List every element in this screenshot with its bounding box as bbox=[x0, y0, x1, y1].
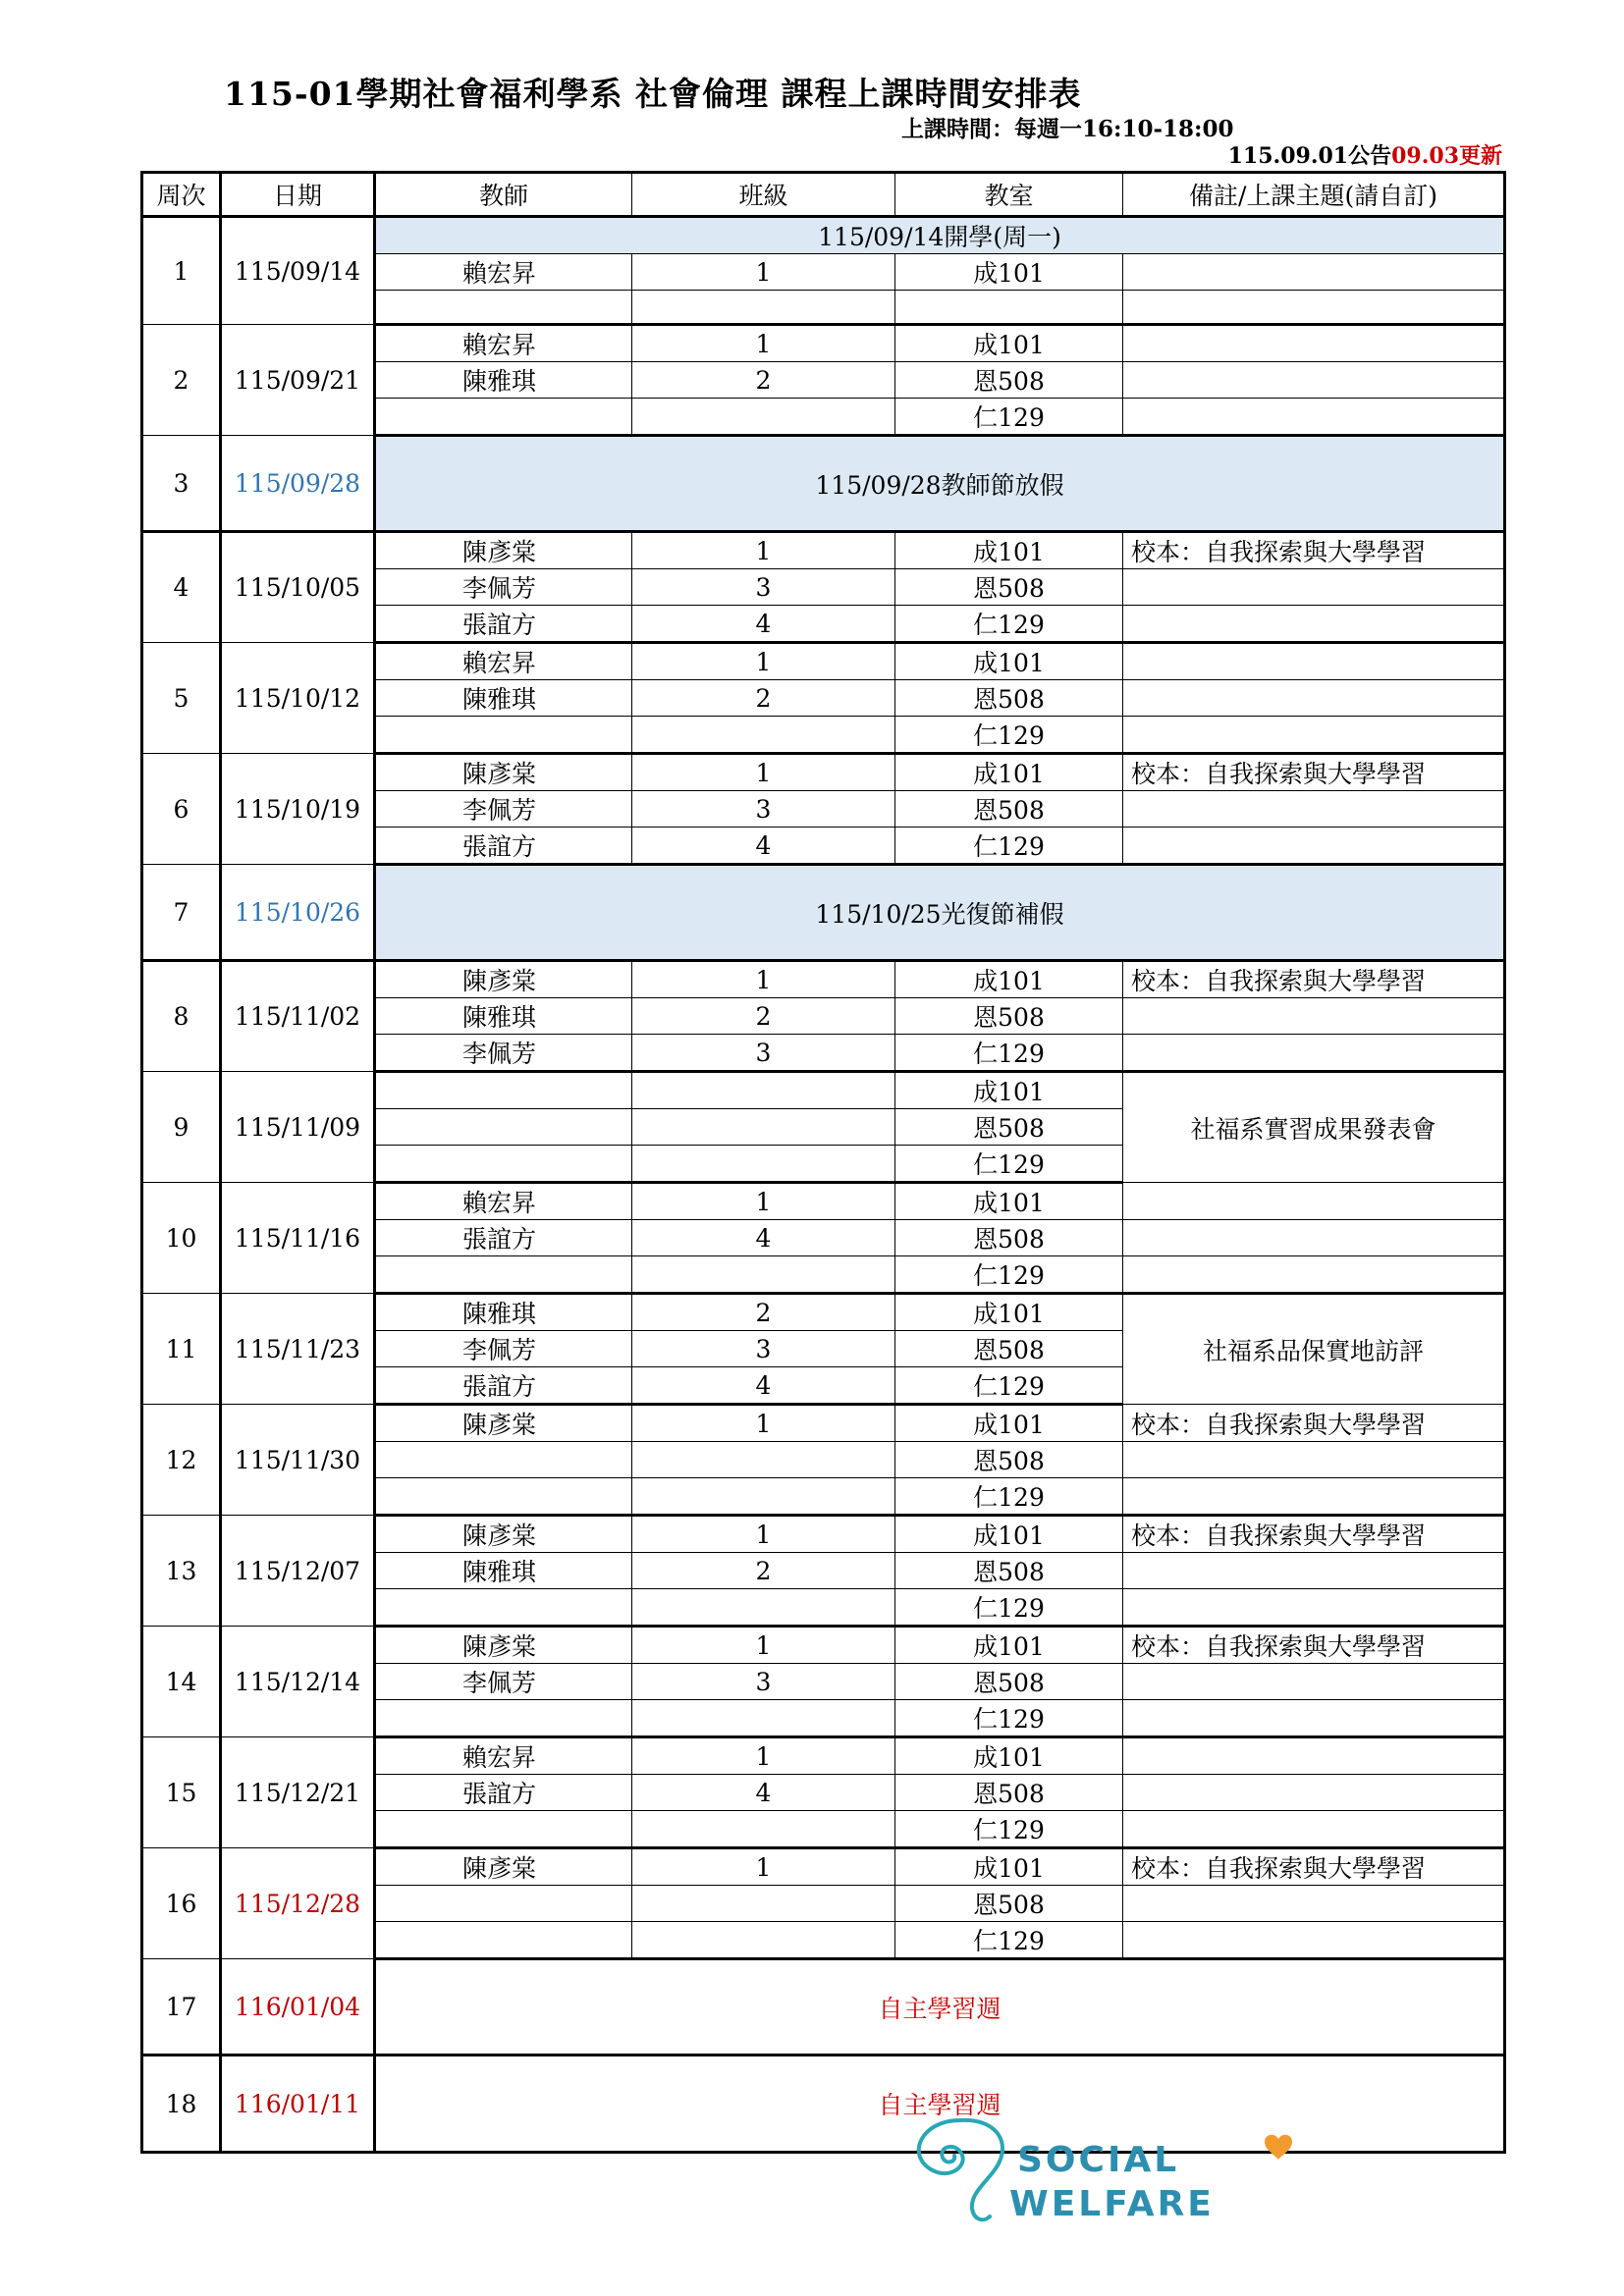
teacher-name: 張誼方 bbox=[375, 606, 632, 643]
topic-note bbox=[1123, 1442, 1505, 1478]
class-number: 1 bbox=[632, 1405, 895, 1442]
topic-note bbox=[1123, 1256, 1505, 1294]
classroom: 恩508 bbox=[895, 569, 1123, 606]
classroom: 仁129 bbox=[895, 828, 1123, 865]
classroom: 成101 bbox=[895, 1848, 1123, 1886]
classroom: 成101 bbox=[895, 1737, 1123, 1775]
class-number: 2 bbox=[632, 1553, 895, 1589]
week-date: 115/12/14 bbox=[221, 1627, 375, 1737]
topic-note bbox=[1123, 254, 1505, 291]
week-date: 116/01/04 bbox=[221, 1959, 375, 2056]
classroom: 仁129 bbox=[895, 399, 1123, 436]
logo-text-welfare: WELFARE bbox=[1009, 2184, 1215, 2224]
classroom: 恩508 bbox=[895, 680, 1123, 717]
topic-note: 校本：自我探索與大學學習 bbox=[1123, 1627, 1505, 1664]
topic-note bbox=[1123, 828, 1505, 865]
header-class: 班級 bbox=[632, 173, 895, 217]
classroom: 仁129 bbox=[895, 1146, 1123, 1183]
table-row bbox=[142, 436, 1505, 532]
teacher-name: 賴宏昇 bbox=[375, 254, 632, 291]
class-number bbox=[632, 1478, 895, 1516]
teacher-name: 賴宏昇 bbox=[375, 325, 632, 362]
classroom: 仁129 bbox=[895, 1922, 1123, 1959]
classroom: 仁129 bbox=[895, 1256, 1123, 1294]
table-row bbox=[142, 325, 1505, 362]
notice-line bbox=[1228, 139, 1502, 170]
week-date: 115/10/19 bbox=[221, 754, 375, 865]
teacher-name bbox=[375, 1589, 632, 1627]
class-number: 2 bbox=[632, 680, 895, 717]
topic-note bbox=[1123, 291, 1505, 325]
teacher-name bbox=[375, 1442, 632, 1478]
teacher-name: 李佩芳 bbox=[375, 1331, 632, 1367]
class-number bbox=[632, 1442, 895, 1478]
table-row bbox=[142, 1848, 1505, 1886]
topic-note bbox=[1123, 606, 1505, 643]
teacher-name bbox=[375, 1109, 632, 1146]
classroom bbox=[895, 291, 1123, 325]
class-number: 2 bbox=[632, 998, 895, 1035]
teacher-name: 李佩芳 bbox=[375, 569, 632, 606]
classroom: 成101 bbox=[895, 1405, 1123, 1442]
class-number: 3 bbox=[632, 569, 895, 606]
topic-note bbox=[1123, 1700, 1505, 1737]
classroom: 恩508 bbox=[895, 1331, 1123, 1367]
classroom: 恩508 bbox=[895, 1442, 1123, 1478]
topic-note: 校本：自我探索與大學學習 bbox=[1123, 1516, 1505, 1553]
week-date: 116/01/11 bbox=[221, 2056, 375, 2153]
class-time: 上課時間：每週一16:10-18:00 bbox=[901, 116, 1234, 142]
topic-note bbox=[1123, 1035, 1505, 1072]
classroom: 仁129 bbox=[895, 606, 1123, 643]
header-teacher: 教師 bbox=[375, 173, 632, 217]
self-study-banner: 自主學習週 bbox=[375, 1959, 1505, 2056]
week-number: 14 bbox=[142, 1627, 221, 1737]
self-study-banner: 自主學習週 bbox=[375, 2056, 1505, 2153]
week-number: 2 bbox=[142, 325, 221, 436]
week-number: 10 bbox=[142, 1183, 221, 1294]
class-number: 2 bbox=[632, 1294, 895, 1331]
class-number bbox=[632, 1256, 895, 1294]
class-number bbox=[632, 717, 895, 754]
teacher-name bbox=[375, 399, 632, 436]
class-number: 3 bbox=[632, 1664, 895, 1700]
table-row bbox=[142, 961, 1505, 998]
table-row bbox=[142, 1405, 1505, 1442]
week-date: 115/10/26 bbox=[221, 865, 375, 961]
classroom: 仁129 bbox=[895, 1811, 1123, 1848]
classroom: 仁129 bbox=[895, 1700, 1123, 1737]
topic-note bbox=[1123, 399, 1505, 436]
topic-note: 校本：自我探索與大學學習 bbox=[1123, 532, 1505, 569]
topic-note bbox=[1123, 325, 1505, 362]
teacher-name: 陳彥棠 bbox=[375, 1405, 632, 1442]
teacher-name bbox=[375, 1256, 632, 1294]
class-number: 1 bbox=[632, 532, 895, 569]
week-date: 115/11/30 bbox=[221, 1405, 375, 1516]
topic-note: 校本：自我探索與大學學習 bbox=[1123, 754, 1505, 791]
table-row bbox=[142, 754, 1505, 791]
class-number: 4 bbox=[632, 1775, 895, 1811]
teacher-name: 李佩芳 bbox=[375, 1035, 632, 1072]
header-row bbox=[142, 173, 1505, 217]
week-date: 115/12/28 bbox=[221, 1848, 375, 1959]
teacher-name: 陳彥棠 bbox=[375, 754, 632, 791]
teacher-name bbox=[375, 717, 632, 754]
class-number bbox=[632, 1811, 895, 1848]
teacher-name: 李佩芳 bbox=[375, 1664, 632, 1700]
topic-note bbox=[1123, 1220, 1505, 1256]
week-number: 9 bbox=[142, 1072, 221, 1183]
teacher-name: 陳彥棠 bbox=[375, 1516, 632, 1553]
class-number: 1 bbox=[632, 643, 895, 680]
classroom: 恩508 bbox=[895, 1553, 1123, 1589]
week-date: 115/09/21 bbox=[221, 325, 375, 436]
topic-note bbox=[1123, 1183, 1505, 1220]
classroom: 仁129 bbox=[895, 717, 1123, 754]
topic-note bbox=[1123, 791, 1505, 828]
class-number bbox=[632, 1589, 895, 1627]
header-week: 周次 bbox=[142, 173, 221, 217]
topic-note bbox=[1123, 1664, 1505, 1700]
week-date: 115/11/02 bbox=[221, 961, 375, 1072]
class-number: 3 bbox=[632, 1331, 895, 1367]
topic-note: 校本：自我探索與大學學習 bbox=[1123, 1405, 1505, 1442]
class-number: 1 bbox=[632, 1737, 895, 1775]
classroom: 成101 bbox=[895, 1516, 1123, 1553]
topic-note bbox=[1123, 643, 1505, 680]
week-number: 16 bbox=[142, 1848, 221, 1959]
week-date: 115/11/09 bbox=[221, 1072, 375, 1183]
week-number: 5 bbox=[142, 643, 221, 754]
classroom: 恩508 bbox=[895, 1664, 1123, 1700]
week-date: 115/10/05 bbox=[221, 532, 375, 643]
teacher-name bbox=[375, 1886, 632, 1922]
week-date: 115/09/14 bbox=[221, 217, 375, 325]
page-title: 115-01學期社會福利學系 社會倫理 課程上課時間安排表 bbox=[224, 75, 1082, 113]
social-welfare-logo bbox=[901, 2101, 1314, 2228]
classroom: 成101 bbox=[895, 1627, 1123, 1664]
teacher-name: 賴宏昇 bbox=[375, 643, 632, 680]
table-row bbox=[142, 865, 1505, 961]
table-row bbox=[142, 1627, 1505, 1664]
class-number: 1 bbox=[632, 961, 895, 998]
teacher-name bbox=[375, 1700, 632, 1737]
classroom: 恩508 bbox=[895, 1886, 1123, 1922]
schedule-table bbox=[140, 171, 1506, 2154]
class-number: 2 bbox=[632, 362, 895, 399]
teacher-name: 陳雅琪 bbox=[375, 998, 632, 1035]
teacher-name bbox=[375, 1072, 632, 1109]
week-number: 12 bbox=[142, 1405, 221, 1516]
week-note: 社福系品保實地訪評 bbox=[1123, 1294, 1505, 1405]
holiday-banner: 115/09/28教師節放假 bbox=[375, 436, 1505, 532]
topic-note bbox=[1123, 680, 1505, 717]
topic-note bbox=[1123, 1553, 1505, 1589]
classroom: 恩508 bbox=[895, 791, 1123, 828]
teacher-name: 張誼方 bbox=[375, 1367, 632, 1405]
week-date: 115/12/21 bbox=[221, 1737, 375, 1848]
class-number bbox=[632, 1109, 895, 1146]
teacher-name: 陳彥棠 bbox=[375, 961, 632, 998]
class-number bbox=[632, 1886, 895, 1922]
teacher-name bbox=[375, 1811, 632, 1848]
week-number: 1 bbox=[142, 217, 221, 325]
class-number: 4 bbox=[632, 828, 895, 865]
topic-note bbox=[1123, 1811, 1505, 1848]
classroom: 成101 bbox=[895, 1072, 1123, 1109]
classroom: 仁129 bbox=[895, 1367, 1123, 1405]
classroom: 成101 bbox=[895, 532, 1123, 569]
teacher-name bbox=[375, 291, 632, 325]
teacher-name: 張誼方 bbox=[375, 828, 632, 865]
table-row bbox=[142, 643, 1505, 680]
opening-banner: 115/09/14開學(周一) bbox=[375, 217, 1505, 254]
table-row bbox=[142, 532, 1505, 569]
class-number: 1 bbox=[632, 325, 895, 362]
notice-date: 115.09.01公告 bbox=[1227, 143, 1392, 169]
week-number: 17 bbox=[142, 1959, 221, 2056]
week-date: 115/09/28 bbox=[221, 436, 375, 532]
week-number: 3 bbox=[142, 436, 221, 532]
class-number bbox=[632, 291, 895, 325]
teacher-name: 張誼方 bbox=[375, 1220, 632, 1256]
week-number: 18 bbox=[142, 2056, 221, 2153]
classroom: 恩508 bbox=[895, 1109, 1123, 1146]
teacher-name: 賴宏昇 bbox=[375, 1737, 632, 1775]
heart-icon bbox=[1265, 2135, 1292, 2160]
topic-note bbox=[1123, 362, 1505, 399]
class-number: 3 bbox=[632, 791, 895, 828]
class-number: 3 bbox=[632, 1035, 895, 1072]
classroom: 恩508 bbox=[895, 1220, 1123, 1256]
header-room: 教室 bbox=[895, 173, 1123, 217]
class-number bbox=[632, 1700, 895, 1737]
week-number: 4 bbox=[142, 532, 221, 643]
class-number: 1 bbox=[632, 1627, 895, 1664]
teacher-name: 陳彥棠 bbox=[375, 532, 632, 569]
teacher-name: 陳彥棠 bbox=[375, 1627, 632, 1664]
classroom: 仁129 bbox=[895, 1035, 1123, 1072]
week-number: 11 bbox=[142, 1294, 221, 1405]
classroom: 成101 bbox=[895, 254, 1123, 291]
classroom: 成101 bbox=[895, 643, 1123, 680]
table-row bbox=[142, 1183, 1505, 1220]
topic-note bbox=[1123, 717, 1505, 754]
class-number: 4 bbox=[632, 606, 895, 643]
table-row bbox=[142, 1294, 1505, 1331]
classroom: 成101 bbox=[895, 325, 1123, 362]
topic-note bbox=[1123, 569, 1505, 606]
table-row bbox=[142, 1737, 1505, 1775]
classroom: 恩508 bbox=[895, 998, 1123, 1035]
class-number bbox=[632, 1146, 895, 1183]
classroom: 仁129 bbox=[895, 1589, 1123, 1627]
week-number: 6 bbox=[142, 754, 221, 865]
week-number: 13 bbox=[142, 1516, 221, 1627]
teacher-name: 陳雅琪 bbox=[375, 680, 632, 717]
teacher-name: 陳雅琪 bbox=[375, 1294, 632, 1331]
class-number bbox=[632, 1072, 895, 1109]
topic-note bbox=[1123, 1478, 1505, 1516]
teacher-name: 賴宏昇 bbox=[375, 1183, 632, 1220]
teacher-name: 陳雅琪 bbox=[375, 1553, 632, 1589]
classroom: 成101 bbox=[895, 1183, 1123, 1220]
notice-update: 09.03更新 bbox=[1391, 143, 1502, 169]
week-date: 115/12/07 bbox=[221, 1516, 375, 1627]
table-row bbox=[142, 1072, 1505, 1109]
class-number: 4 bbox=[632, 1367, 895, 1405]
table-row bbox=[142, 1959, 1505, 2056]
class-number: 4 bbox=[632, 1220, 895, 1256]
topic-note bbox=[1123, 1589, 1505, 1627]
logo-text-social: SOCIAL bbox=[1017, 2140, 1180, 2180]
topic-note: 校本：自我探索與大學學習 bbox=[1123, 961, 1505, 998]
topic-note bbox=[1123, 1922, 1505, 1959]
week-note: 社福系實習成果發表會 bbox=[1123, 1072, 1505, 1183]
teacher-name: 陳雅琪 bbox=[375, 362, 632, 399]
week-number: 7 bbox=[142, 865, 221, 961]
week-number: 15 bbox=[142, 1737, 221, 1848]
classroom: 成101 bbox=[895, 754, 1123, 791]
class-number: 1 bbox=[632, 754, 895, 791]
class-number bbox=[632, 399, 895, 436]
header-date: 日期 bbox=[221, 173, 375, 217]
class-number: 1 bbox=[632, 1848, 895, 1886]
topic-note bbox=[1123, 1775, 1505, 1811]
topic-note: 校本：自我探索與大學學習 bbox=[1123, 1848, 1505, 1886]
week-date: 115/11/23 bbox=[221, 1294, 375, 1405]
week-date: 115/11/16 bbox=[221, 1183, 375, 1294]
class-number bbox=[632, 1922, 895, 1959]
classroom: 恩508 bbox=[895, 362, 1123, 399]
table-row bbox=[142, 217, 1505, 254]
class-number: 1 bbox=[632, 1516, 895, 1553]
classroom: 仁129 bbox=[895, 1478, 1123, 1516]
classroom: 成101 bbox=[895, 1294, 1123, 1331]
teacher-name bbox=[375, 1922, 632, 1959]
teacher-name: 李佩芳 bbox=[375, 791, 632, 828]
teacher-name bbox=[375, 1146, 632, 1183]
classroom: 成101 bbox=[895, 961, 1123, 998]
week-date: 115/10/12 bbox=[221, 643, 375, 754]
teacher-name: 陳彥棠 bbox=[375, 1848, 632, 1886]
holiday-banner: 115/10/25光復節補假 bbox=[375, 865, 1505, 961]
topic-note bbox=[1123, 998, 1505, 1035]
teacher-name: 張誼方 bbox=[375, 1775, 632, 1811]
class-number: 1 bbox=[632, 254, 895, 291]
week-number: 8 bbox=[142, 961, 221, 1072]
header-note: 備註/上課主題(請自訂) bbox=[1123, 173, 1505, 217]
class-number: 1 bbox=[632, 1183, 895, 1220]
topic-note bbox=[1123, 1737, 1505, 1775]
teacher-name bbox=[375, 1478, 632, 1516]
classroom: 恩508 bbox=[895, 1775, 1123, 1811]
table-row bbox=[142, 1516, 1505, 1553]
topic-note bbox=[1123, 1886, 1505, 1922]
